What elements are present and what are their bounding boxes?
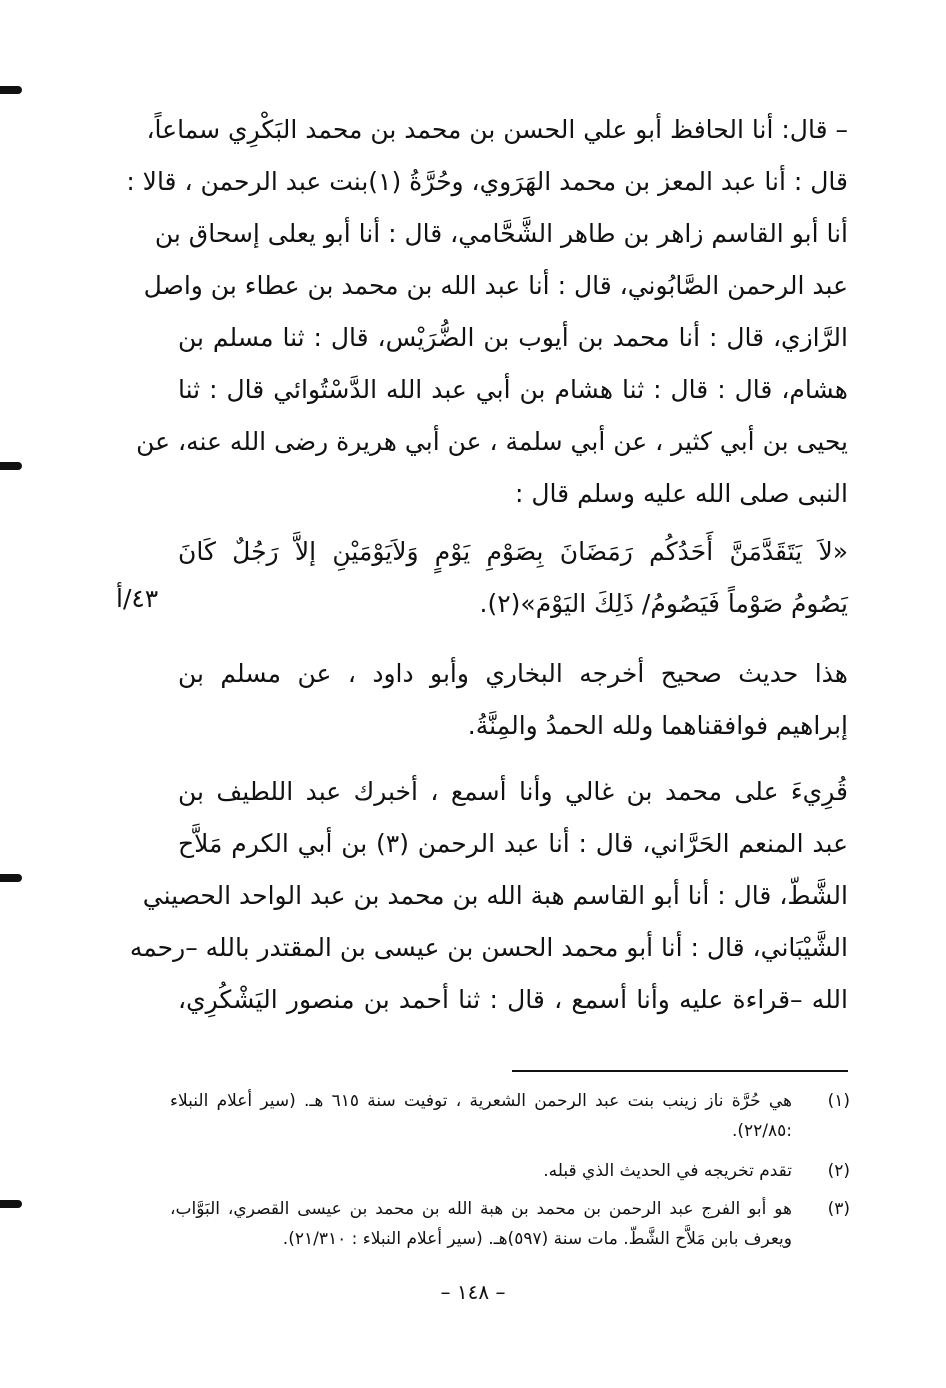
footnote-number: (١) [827,1091,850,1111]
footnote [170,1086,850,1150]
text-line: عبد المنعم الحَرَّاني، قال : أنا عبد الرحمن (٣) بن أبي الكرم مَلاَّح [178,829,848,858]
text-line: قال : أنا عبد المعز بن محمد الهَرَوي، وحُرَّةُ (١)بنت عبد الرحمن ، قالا : [126,167,848,196]
text-line: الرَّازي، قال : أنا محمد بن أيوب بن الضُّرَيْس، قال : ثنا مسلم بن [178,323,848,352]
text-line: عبد الرحمن الصَّابُوني، قال : أنا عبد الله بن محمد بن عطاء بن واصل [143,271,848,300]
text-line: هشام، قال : قال : ثنا هشام بن أبي عبد الله الدَّسْتُوائي قال : ثنا [178,375,848,404]
text-line: النبى صلى الله عليه وسلم قال : [515,479,848,508]
text-line: الشَّيْبَاني، قال : أنا أبو محمد الحسن بن عيسى بن المقتدر بالله –رحمه [129,933,848,962]
hadith-line: «لاَ يَتَقَدَّمَنَّ أَحَدُكُم رَمَضَانَ بِصَوْمِ يَوْمٍ وَلاَيَوْمَيْنِ إلاَّ رَجُلٌ كَانَ [178,537,848,566]
footnote-number: (٣) [827,1199,850,1219]
footnote-text: هي حُرَّة ناز زينب بنت عبد الرحمن الشعرية ، توفيت سنة ٦١٥ هـ. (سير أعلام النبلاء :٢٢/٨٥). [170,1091,792,1141]
margin-folio-note: ٤٣/أ [116,584,159,613]
text-line: يحيى بن أبي كثير ، عن أبي سلمة ، عن أبي هريرة رضى الله عنه، عن [136,427,848,456]
footnote [170,1156,850,1188]
text-line: – قال: أنا الحافظ أبو علي الحسن بن محمد بن محمد البَكْرِي سماعاً، [146,115,848,144]
binding-mark [0,874,22,882]
footnote-text: تقدم تخريجه في الحديث الذي قبله. [543,1161,792,1181]
footnote-number: (٢) [827,1161,850,1181]
footnote-separator [512,1070,848,1072]
binding-mark [0,1200,22,1208]
text-line: الله –قراءة عليه وأنا أسمع ، قال : ثنا أحمد بن منصور اليَشْكُرِي، [178,985,848,1014]
binding-mark [0,462,22,470]
page-number: – ١٤٨ – [440,1280,506,1304]
text-line: هذا حديث صحيح أخرجه البخاري وأبو داود ، عن مسلم بن [178,659,848,688]
footnote-text: هو أبو الفرج عبد الرحمن بن محمد بن هبة الله بن محمد بن عيسى القصري، البَوَّاب، ويعرف بابن مَلاَّح الشَّطّ. مات سنة (٥٩٧)هـ. (سير أعلام النبلاء : ٢١/٣١٠). [170,1199,792,1249]
text-line: إبراهيم فوافقناهما ولله الحمدُ والمِنَّةُ. [467,711,848,740]
text-line: الشَّطّ، قال : أنا أبو القاسم هبة الله بن محمد بن عبد الواحد الحصيني [142,881,848,910]
footnote [170,1194,850,1258]
hadith-line: يَصُومُ صَوْماً فَيَصُومُ/ ذَلِكَ اليَوْمَ»(٢). [479,589,848,618]
binding-mark [0,86,22,94]
text-line: قُرِيءَ على محمد بن غالي وأنا أسمع ، أخبرك عبد اللطيف بن [178,777,848,806]
text-line: أنا أبو القاسم زاهر بن طاهر الشَّحَّامي، قال : أنا أبو يعلى إسحاق بن [154,219,848,248]
